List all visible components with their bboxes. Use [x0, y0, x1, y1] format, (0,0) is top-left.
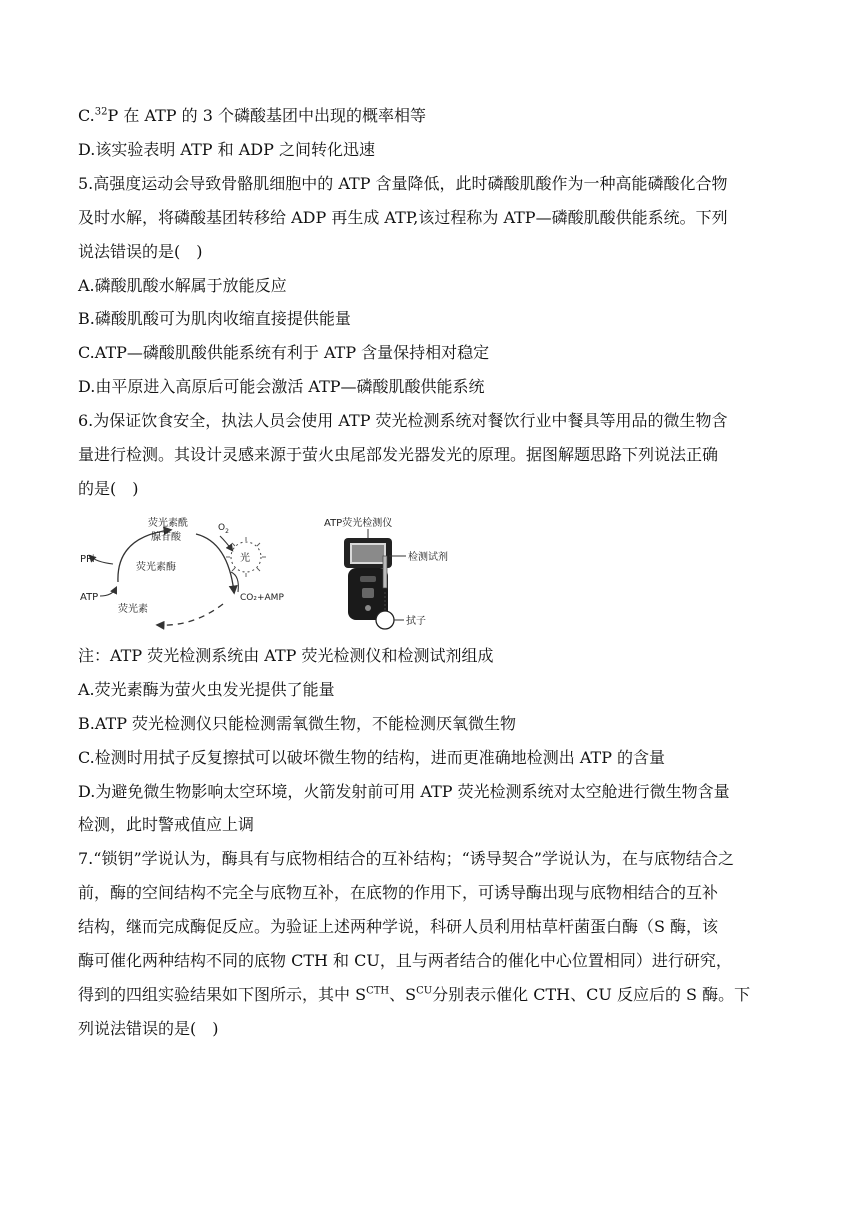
- option-b-q6: B.ATP 荧光检测仪只能检测需氧微生物，不能检测厌氧微生物: [78, 714, 517, 733]
- reagent-label: 检测试剂: [408, 552, 448, 563]
- text-segment: C.: [78, 106, 95, 125]
- option-c-q4: [78, 106, 426, 126]
- enzyme-label: 荧光素酶: [136, 562, 176, 573]
- cycle-arrow-right: [196, 534, 234, 592]
- text-segment: 得到的四组实验结果如下图所示，其中 S: [78, 985, 367, 1004]
- question-6-stem: 量进行检测。其设计灵感来源于萤火虫尾部发光器发光的原理。据图解题思路下列说法正确: [78, 445, 719, 464]
- question-7-stem: 前，酶的空间结构不完全与底物互补，在底物的作用下，可诱导酶出现与底物相结合的互补: [78, 883, 719, 902]
- superscript: CTH: [366, 985, 390, 997]
- question-5-stem: 说法错误的是( ): [78, 242, 203, 261]
- question-6-stem: 6.为保证饮食安全，执法人员会使用 ATP 荧光检测系统对餐饮行业中餐具等用品的微生物含: [78, 411, 728, 430]
- question-6-stem: 的是( ): [78, 479, 139, 498]
- option-d-q4: D.该实验表明 ATP 和 ADP 之间转化迅速: [78, 140, 375, 159]
- o2-label: $O_2$: [218, 523, 229, 535]
- swab-label: 拭子: [406, 616, 426, 627]
- firefly-luminescence-figure: [78, 512, 478, 638]
- swab-icon: [376, 611, 404, 629]
- question-7-stem: 酶可催化两种结构不同的底物 CTH 和 CU，且与两者结合的催化中心位置相同）进行研究，: [78, 951, 732, 970]
- cycle-arrow-bottom: [158, 604, 223, 625]
- figure-note: 注：ATP 荧光检测系统由 ATP 荧光检测仪和检测试剂组成: [78, 646, 494, 665]
- option-a-q6: A.荧光素酶为萤火虫发光提供了能量: [78, 680, 335, 699]
- option-a-q5: A.磷酸肌酸水解属于放能反应: [78, 276, 287, 295]
- atp-arrow: [100, 588, 116, 596]
- option-d-q5: D.由平原进入高原后可能会激活 ATP—磷酸肌酸供能系统: [78, 377, 485, 396]
- light-label: 光: [240, 553, 250, 564]
- option-b-q5: B.磷酸肌酸可为肌肉收缩直接提供能量: [78, 309, 351, 328]
- option-d-q6: 检测，此时警戒值应上调: [78, 815, 255, 834]
- question-7-stem: 7.“锁钥”学说认为，酶具有与底物相结合的互补结构；“诱导契合”学说认为，在与底物结合之: [78, 849, 734, 868]
- question-7-stem: 列说法错误的是( ): [78, 1019, 219, 1038]
- text-segment: 、S: [389, 985, 417, 1004]
- option-d-q6: D.为避免微生物影响太空环境，火箭发射前可用 ATP 荧光检测系统对太空舱进行微生物含量: [78, 782, 730, 801]
- question-7-stem: [78, 985, 750, 1005]
- question-5-stem: 及时水解，将磷酸基团转移给 ADP 再生成 ATP,该过程称为 ATP—磷酸肌酸供能系统。下列: [78, 208, 728, 227]
- text-segment: P 在 ATP 的 3 个磷酸基团中出现的概率相等: [107, 106, 426, 125]
- co2-amp-label: CO₂+AMP: [240, 593, 284, 603]
- luciferyl-label: 荧光素酰: [148, 518, 188, 529]
- luciferin-label: 荧光素: [118, 604, 148, 615]
- option-c-q6: C.检测时用拭子反复擦拭可以破坏微生物的结构，进而更准确地检测出 ATP 的含量: [78, 748, 666, 767]
- figure-svg: [78, 512, 478, 638]
- atp-label: ATP: [80, 592, 99, 603]
- adenylate-label: 腺苷酸: [151, 532, 181, 543]
- superscript: CU: [416, 985, 433, 997]
- device-title-label: ATP荧光检测仪: [324, 518, 393, 529]
- option-c-q5: C.ATP—磷酸肌酸供能系统有利于 ATP 含量保持相对稳定: [78, 343, 490, 362]
- question-5-stem: 5.高强度运动会导致骨骼肌细胞中的 ATP 含量降低，此时磷酸肌酸作为一种高能磷酸化合物: [78, 174, 728, 193]
- o2-arrow: [220, 536, 232, 550]
- superscript: 32: [94, 106, 108, 118]
- ppi-label: PPi: [80, 554, 95, 565]
- text-segment: 分别表示催化 CTH、CU 反应后的 S 酶。下: [432, 985, 751, 1004]
- question-7-stem: 结构，继而完成酶促反应。为验证上述两种学说，科研人员利用枯草杆菌蛋白酶（S 酶，该: [78, 917, 719, 936]
